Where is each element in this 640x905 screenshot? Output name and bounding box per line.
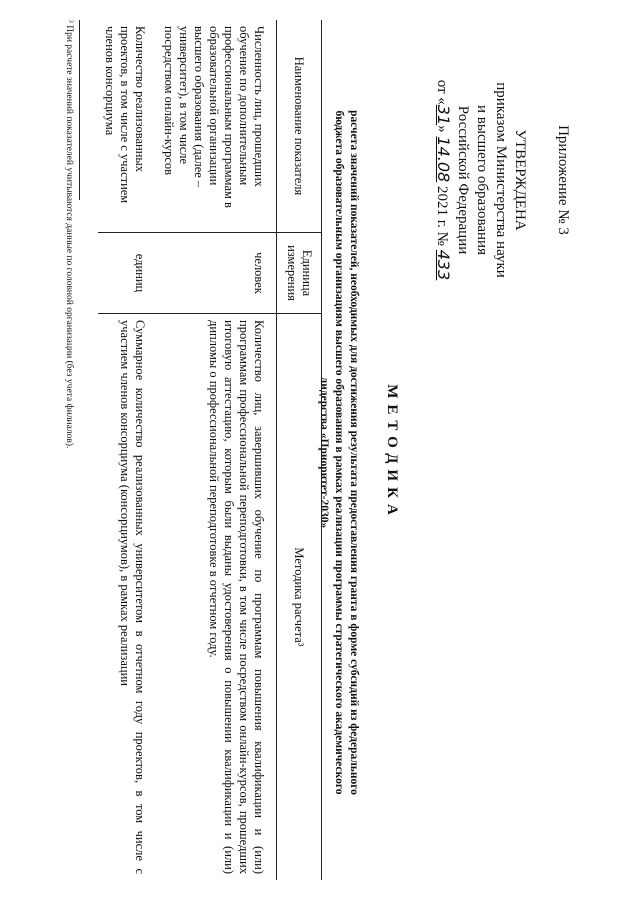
table-row <box>98 20 157 880</box>
order-line-2: и высшего образования <box>474 105 490 255</box>
cell-indicator-name: Численность лиц, прошедших обучение по дополнительным профессиональным программам в образовательной организации высшего образования (далее – университет), в том числе посредством онлайн-курсов <box>157 20 277 233</box>
cell-unit: человек <box>157 233 277 314</box>
indicators-table <box>98 20 322 880</box>
table-row <box>157 20 277 880</box>
cell-unit: единиц <box>98 233 157 314</box>
order-number: 433 <box>434 249 453 281</box>
footnote: ³ При расчете значений показателей учитываются данные по головной организации (без учета филиалов). <box>64 20 74 449</box>
header-method: Методика расчета³ <box>277 314 322 881</box>
cell-method: Количество лиц, завершивших обучение по программам повышения квалификации и (или) программам профессиональной переподготовки, в том числе посредством онлайн-курсов, прошедших итоговую аттестацию, которым были выданы удостоверения о повышении квалификации и (или) дипломы о профессиональной переподготовке в отчетном году. <box>207 320 266 874</box>
order-line-1: приказом Министерства науки <box>493 82 509 278</box>
annex-number: Приложение № 3 <box>555 125 571 235</box>
order-year: 2021 г. № <box>434 185 450 246</box>
document-subtitle: расчета значений показателей, необходимых для достижения результата предоставления гранта в форме субсидий из федерального бюджета образовательным организациям высшего образования в рамках реализации программы стратегического академического лидерства «Приоритет-2030» <box>318 110 360 795</box>
table-header-row <box>277 20 322 880</box>
document-title: МЕТОДИКА <box>384 384 400 521</box>
order-month: 14.08 <box>434 136 453 183</box>
order-day: 31 <box>434 104 453 126</box>
cell-method: Суммарное количество реализованных университетом в отчетном году проектов, в том числе с участием членов консорциума (консорциумов), в рамках реализации <box>118 320 147 874</box>
approval-block <box>432 60 572 300</box>
order-date-line: от «31» 14.08 2021 г. № 433 <box>434 79 453 281</box>
footnote-divider <box>79 20 80 200</box>
cell-indicator-name: Количество реализованных проектов, в том числе с участием членов консорциума <box>98 20 157 233</box>
document-title-block <box>316 0 400 905</box>
from-label: от <box>434 79 450 94</box>
header-indicator-name: Наименование показателя <box>277 20 322 233</box>
approved-label: УТВЕРЖДЕНА <box>512 129 528 231</box>
header-unit: Единица измерения <box>277 233 322 314</box>
order-line-3: Российской Федерации <box>455 105 471 255</box>
